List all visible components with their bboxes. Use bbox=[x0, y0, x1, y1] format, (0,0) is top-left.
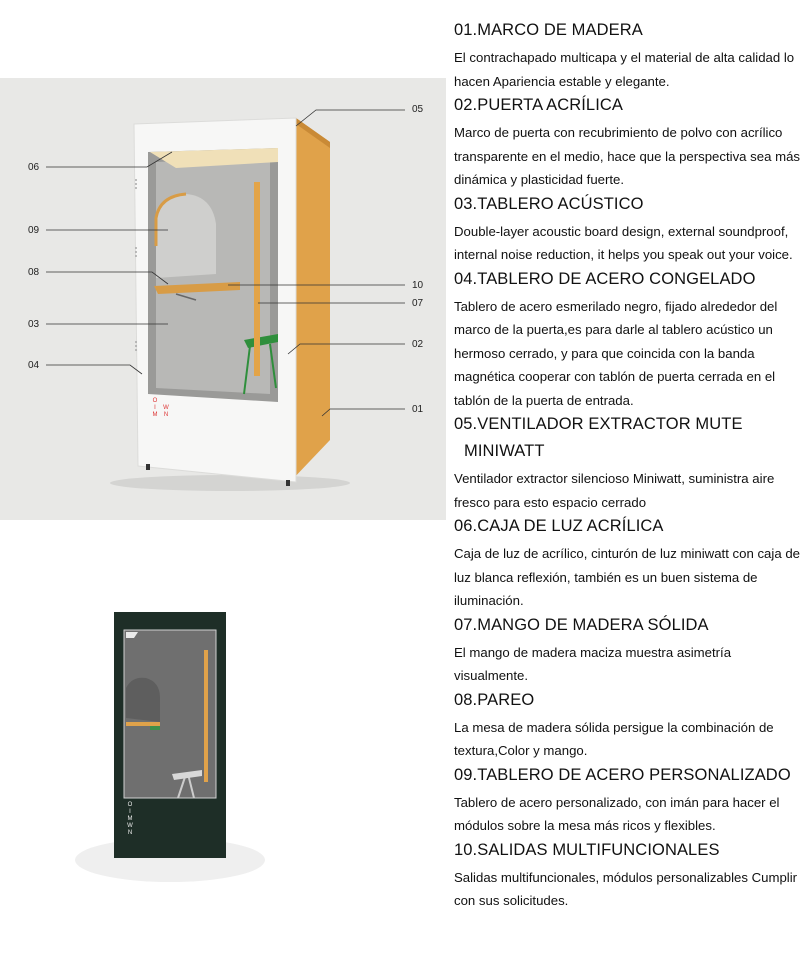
booth-render-green bbox=[60, 598, 280, 928]
callout-03: 03 bbox=[28, 319, 40, 330]
spec-title-line1: 05.VENTILADOR EXTRACTOR MUTE bbox=[454, 415, 743, 433]
spec-desc: Double-layer acoustic board design, external soundproof, internal noise reduction, it helps you speak out your voice. bbox=[454, 223, 793, 262]
brand-letter: O bbox=[127, 802, 133, 808]
callout-05: 05 bbox=[412, 104, 424, 115]
spec-desc: El mango de madera maciza muestra asimetría visualmente. bbox=[454, 644, 732, 683]
spec-item-03 bbox=[454, 192, 806, 267]
callout-07: 07 bbox=[412, 298, 424, 309]
spec-title: 04.TABLERO DE ACERO CONGELADO bbox=[454, 269, 756, 288]
callout-06: 06 bbox=[28, 162, 40, 173]
spec-title: 01.MARCO DE MADERA bbox=[454, 21, 643, 39]
spec-desc: La mesa de madera sólida persigue la combinación de textura,Color y mango. bbox=[454, 719, 774, 758]
spec-item-05 bbox=[454, 412, 806, 514]
spec-desc: Tablero de acero esmerilado negro, fijado alrededor del marco de la puerta,es para darle al tablero acústico un hermoso cerrado, y para que coincida con la banda magnética cooperar con tablón de puerta cerrada en el tablón de la puerta de entrada. bbox=[454, 298, 778, 408]
spec-title bbox=[454, 412, 806, 436]
brand-letter: N bbox=[163, 412, 169, 418]
brand-letter: I bbox=[129, 809, 131, 815]
spec-title: 03.TABLERO ACÚSTICO bbox=[454, 194, 644, 213]
spec-item-07 bbox=[454, 613, 806, 688]
callout-09: 09 bbox=[28, 225, 40, 236]
brand-mark-white-2 bbox=[161, 405, 171, 419]
brand-letter: M bbox=[127, 816, 133, 822]
spec-item-02 bbox=[454, 93, 806, 192]
spec-desc: Salidas multifuncionales, módulos personalizables Cumplir con sus solicitudes. bbox=[454, 869, 798, 908]
brand-mark-white bbox=[150, 398, 160, 419]
callout-02: 02 bbox=[412, 339, 424, 350]
spec-item-08 bbox=[454, 688, 806, 763]
brand-mark-green bbox=[124, 802, 136, 837]
brand-letter: I bbox=[154, 405, 156, 411]
spec-title: 08.PAREO bbox=[454, 690, 535, 709]
spec-desc: Tablero de acero personalizado, con imán para hacer el módulos sobre la mesa más ricos y flexibles. bbox=[454, 794, 780, 833]
spec-title-continued bbox=[454, 439, 806, 463]
spec-item-06 bbox=[454, 514, 806, 613]
spec-title: 02.PUERTA ACRÍLICA bbox=[454, 96, 624, 114]
brand-letter: W bbox=[163, 405, 169, 411]
callout-08: 08 bbox=[28, 267, 40, 278]
callout-04: 04 bbox=[28, 360, 40, 371]
spec-title: 10.SALIDAS MULTIFUNCIONALES bbox=[454, 840, 720, 859]
booth-render-panel bbox=[0, 78, 446, 520]
brand-letter: N bbox=[127, 830, 133, 836]
spec-item-09 bbox=[454, 763, 806, 838]
spec-title: 09.TABLERO DE ACERO PERSONALIZADO bbox=[454, 765, 791, 784]
booth-render-white bbox=[0, 78, 446, 520]
spec-desc: El contrachapado multicapa y el material de alta calidad lo hacen Apariencia estable y elegante. bbox=[454, 50, 795, 89]
spec-desc: Ventilador extractor silencioso Miniwatt, suministra aire fresco para esto espacio cerrado bbox=[454, 471, 775, 510]
spec-desc: Marco de puerta con recubrimiento de polvo con acrílico transparente en el medio, hace que la perspectiva sea más dinámica y plasticidad fuerte. bbox=[454, 125, 801, 187]
spec-item-10 bbox=[454, 838, 806, 913]
spec-title: 06.CAJA DE LUZ ACRÍLICA bbox=[454, 517, 664, 535]
callout-10: 10 bbox=[412, 280, 424, 291]
spec-item-01 bbox=[454, 18, 806, 93]
spec-title: 07.MANGO DE MADERA SÓLIDA bbox=[454, 615, 709, 634]
spec-title-line2: MINIWATT bbox=[464, 442, 545, 460]
brand-letter: M bbox=[152, 412, 158, 418]
brand-letter: W bbox=[127, 823, 133, 829]
spec-desc: Caja de luz de acrílico, cinturón de luz miniwatt con caja de luz blanca reflexión, también es un buen sistema de iluminación. bbox=[454, 546, 800, 608]
booth-render-green-panel bbox=[60, 598, 280, 928]
brand-letter: O bbox=[152, 398, 158, 404]
spec-item-04 bbox=[454, 267, 806, 413]
callout-01: 01 bbox=[412, 404, 424, 415]
spec-list bbox=[454, 18, 806, 913]
